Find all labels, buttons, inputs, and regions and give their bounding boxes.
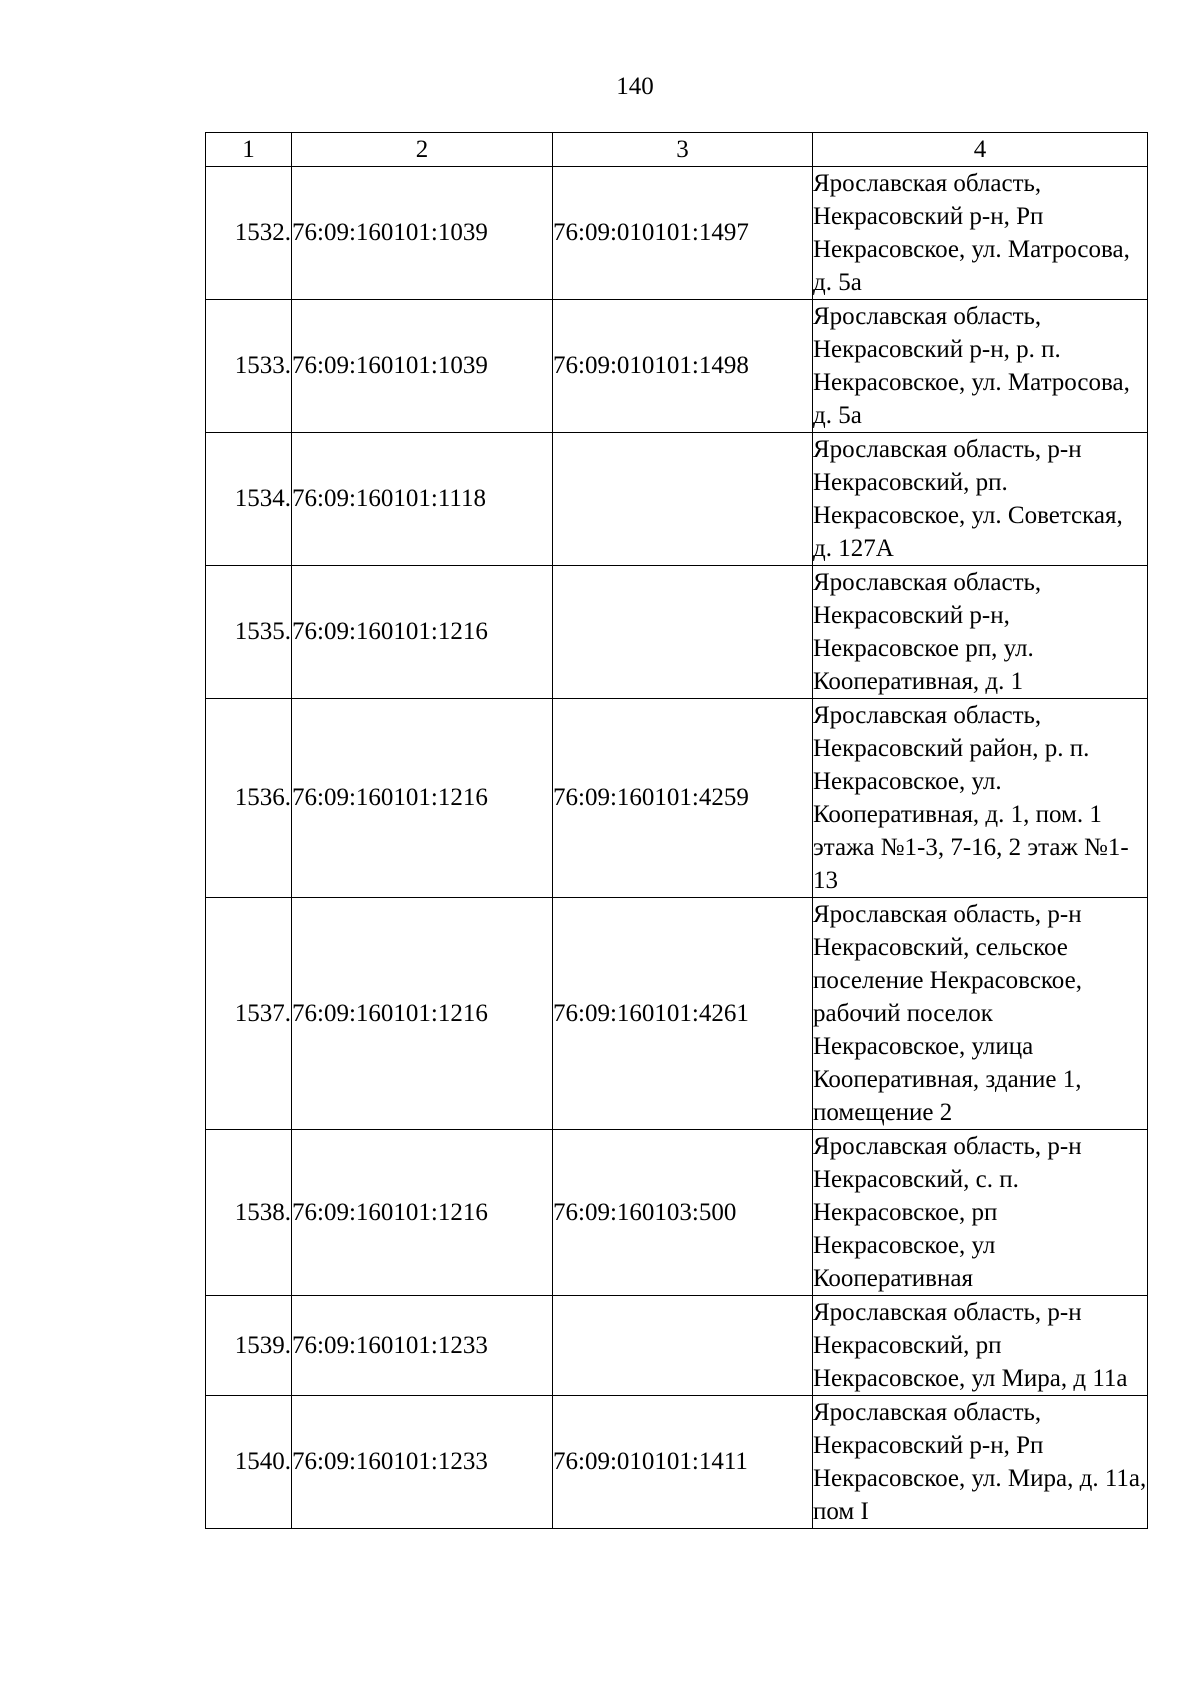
- address: Ярославская область, Некрасовский район, р. п. Некрасовское, ул. Кооперативная, д. 1, пом. 1 этажа №1-3, 7-16, 2 этаж №1-13: [813, 699, 1148, 898]
- row-number: 1539.: [206, 1296, 292, 1396]
- address: Ярославская область, р-н Некрасовский, рп. Некрасовское, ул. Советская, д. 127А: [813, 433, 1148, 566]
- row-number: 1535.: [206, 566, 292, 699]
- header-col-1: 1: [206, 133, 292, 167]
- cadastral-number: 76:09:160101:1216: [292, 1130, 553, 1296]
- row-number: 1538.: [206, 1130, 292, 1296]
- row-number: 1537.: [206, 898, 292, 1130]
- address: Ярославская область, р-н Некрасовский, с. п. Некрасовское, рп Некрасовское, ул Кооперативная: [813, 1130, 1148, 1296]
- header-col-2: 2: [292, 133, 553, 167]
- row-number: 1532.: [206, 167, 292, 300]
- table-row: [206, 167, 1148, 300]
- object-number: 76:09:160101:4261: [553, 898, 813, 1130]
- table-header-row: [206, 133, 1148, 167]
- table-row: [206, 566, 1148, 699]
- cadastral-number: 76:09:160101:1216: [292, 699, 553, 898]
- table-row: [206, 1296, 1148, 1396]
- cadastral-number: 76:09:160101:1233: [292, 1296, 553, 1396]
- object-number: 76:09:160103:500: [553, 1130, 813, 1296]
- address: Ярославская область, Некрасовский р-н, р. п. Некрасовское, ул. Матросова, д. 5а: [813, 300, 1148, 433]
- table-row: [206, 1130, 1148, 1296]
- cadastral-number: 76:09:160101:1216: [292, 898, 553, 1130]
- address: Ярославская область, Некрасовский р-н, Рп Некрасовское, ул. Мира, д. 11а, пом I: [813, 1396, 1148, 1529]
- header-col-4: 4: [813, 133, 1148, 167]
- object-number: [553, 566, 813, 699]
- object-number: 76:09:010101:1498: [553, 300, 813, 433]
- object-number: [553, 433, 813, 566]
- header-col-3: 3: [553, 133, 813, 167]
- row-number: 1540.: [206, 1396, 292, 1529]
- object-number: [553, 1296, 813, 1396]
- table-row: [206, 699, 1148, 898]
- page-number: 140: [616, 73, 654, 100]
- table-row: [206, 433, 1148, 566]
- row-number: 1533.: [206, 300, 292, 433]
- table-row: [206, 300, 1148, 433]
- object-number: 76:09:160101:4259: [553, 699, 813, 898]
- row-number: 1534.: [206, 433, 292, 566]
- cadastral-number: 76:09:160101:1118: [292, 433, 553, 566]
- address: Ярославская область, р-н Некрасовский, рп Некрасовское, ул Мира, д 11а: [813, 1296, 1148, 1396]
- cadastral-number: 76:09:160101:1233: [292, 1396, 553, 1529]
- address: Ярославская область, Некрасовский р-н, Некрасовское рп, ул. Кооперативная, д. 1: [813, 566, 1148, 699]
- cadastral-number: 76:09:160101:1216: [292, 566, 553, 699]
- object-number: 76:09:010101:1497: [553, 167, 813, 300]
- address: Ярославская область, р-н Некрасовский, сельское поселение Некрасовское, рабочий поселок Некрасовское, улица Кооперативная, здание 1, помещение 2: [813, 898, 1148, 1130]
- cadastral-number: 76:09:160101:1039: [292, 167, 553, 300]
- table-row: [206, 898, 1148, 1130]
- property-table: [205, 132, 1148, 1529]
- cadastral-number: 76:09:160101:1039: [292, 300, 553, 433]
- address: Ярославская область, Некрасовский р-н, Рп Некрасовское, ул. Матросова, д. 5а: [813, 167, 1148, 300]
- table-row: [206, 1396, 1148, 1529]
- row-number: 1536.: [206, 699, 292, 898]
- object-number: 76:09:010101:1411: [553, 1396, 813, 1529]
